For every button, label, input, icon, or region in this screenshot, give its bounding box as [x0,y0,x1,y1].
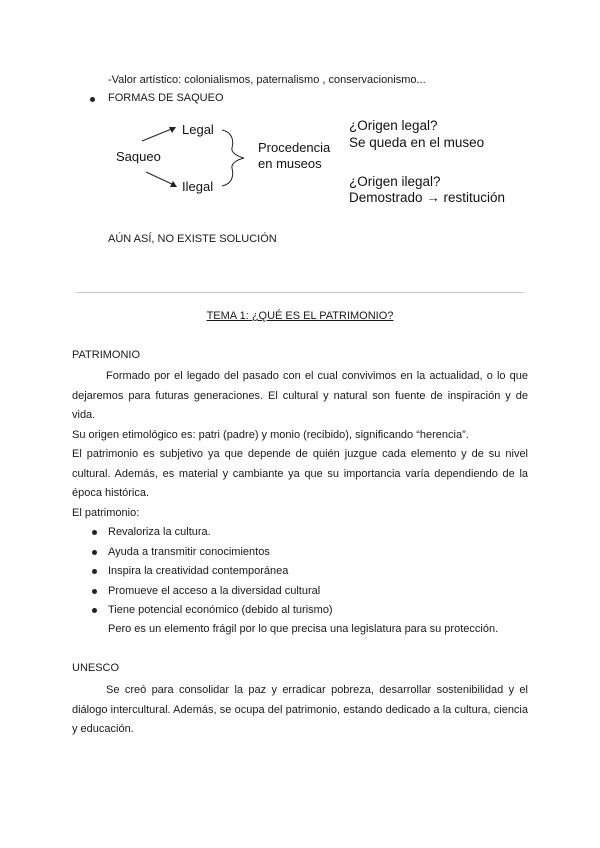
patrimonio-paragraph-4: El patrimonio: [72,507,140,519]
no-solucion-text: AÚN ASÍ, NO EXISTE SOLUCIÓN [108,233,277,245]
bracket-legal [222,130,244,158]
unesco-paragraph-1: Se creó para consolidar la paz y erradicar pobreza, desarrollar sostenibilidad y el diálogo intercultural. Además, se ocupa del patrimonio, estando dedicado a la cultura, ciencia y educación. [72,684,528,735]
diagram-origen-legal-q: ¿Origen legal? [349,118,438,133]
bullet-dot [92,608,97,613]
arrow-to-legal [142,128,174,141]
diagram-ilegal: Ilegal [182,179,214,194]
bullet-dot [92,550,97,555]
bullet-dot [92,530,97,535]
bullet-dot [92,589,97,594]
diagram-legal: Legal [182,122,214,137]
patrimonio-closing: Pero es un elemento frágil por lo que precisa una legislatura para su protección. [108,623,499,635]
arrow-to-ilegal [146,172,174,185]
valor-artistico-line: -Valor artístico: colonialismos, paternalismo , conservacionismo... [108,74,426,86]
diagram-saqueo: Saqueo [116,149,161,164]
diagram-origen-legal-a: Se queda en el museo [349,135,485,150]
patrimonio-paragraph-2: Su origen etimológico es: patri (padre) y monio (recibido), significando “herencia”. [72,429,469,441]
patrimonio-paragraph-1: Formado por el legado del pasado con el cual convivimos en la actualidad, o lo que dejaremos para futuras generaciones. El cultural y natural son fuente de inspiración y de vida. [72,370,528,421]
bullet-dot [92,569,97,574]
formas-saqueo-item: FORMAS DE SAQUEO [108,92,224,104]
section-divider [76,292,524,293]
saqueo-diagram [0,0,600,230]
patrimonio-bullet-list [72,523,333,621]
diagram-arrows [0,0,600,230]
list-item: Tiene potencial económico (debido al turismo) [72,601,333,621]
patrimonio-paragraph-3: El patrimonio es subjetivo ya que depende de quién juzgue cada elemento y de su nivel cultural. Además, es material y cambiante ya que su importancia varía dependiendo de la época histórica. [72,448,528,499]
list-item: Ayuda a transmitir conocimientos [72,543,333,563]
bracket-ilegal [222,158,244,186]
patrimonio-heading: PATRIMONIO [72,349,141,361]
list-item: Promueve el acceso a la diversidad cultural [72,582,333,602]
unesco-heading: UNESCO [72,662,120,674]
page-title: TEMA 1: ¿QUÉ ES EL PATRIMONIO? [206,310,394,322]
list-item: Revaloriza la cultura. [72,523,333,543]
diagram-procedencia-1: Procedencia [258,140,331,155]
diagram-origen-ilegal-q: ¿Origen ilegal? [349,174,441,189]
diagram-origen-ilegal-a: Demostrado → restitución [349,190,506,205]
list-item: Inspira la creatividad contemporánea [72,562,333,582]
diagram-procedencia-2: en museos [258,156,322,171]
